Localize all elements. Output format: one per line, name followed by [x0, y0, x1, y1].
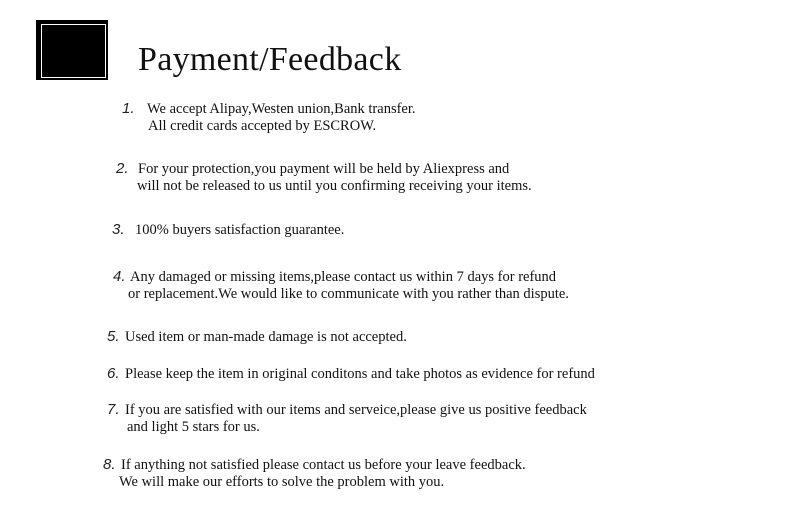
item-line: Used item or man-made damage is not accepted. [125, 329, 407, 345]
list-item-5 [107, 329, 407, 346]
item-line: 100% buyers satisfaction guarantee. [135, 222, 345, 238]
item-line: We accept Alipay,Westen union,Bank transfer. [147, 101, 416, 117]
item-number: 7. [107, 401, 120, 418]
list-item-2 [116, 161, 532, 195]
item-number: 5. [107, 328, 120, 345]
list-item-4 [113, 269, 569, 303]
item-number: 8. [103, 456, 116, 473]
page-title: Payment/Feedback [138, 41, 402, 78]
list-item-1 [122, 101, 416, 135]
item-line: will not be released to us until you confirming receiving your items. [137, 178, 532, 194]
item-number: 4. [113, 268, 126, 285]
item-line: If you are satisfied with our items and serveice,please give us positive feedback [125, 402, 587, 418]
item-number: 6. [107, 365, 120, 382]
item-line: We will make our efforts to solve the problem with you. [119, 474, 445, 490]
list-item-8 [103, 457, 526, 491]
item-line: and light 5 stars for us. [127, 419, 260, 435]
list-item-7 [107, 402, 587, 436]
item-line: If anything not satisfied please contact us before your leave feedback. [121, 457, 526, 473]
item-line: or replacement.We would like to communicate with you rather than dispute. [128, 286, 569, 302]
item-line: All credit cards accepted by ESCROW. [148, 118, 377, 134]
item-line: Please keep the item in original conditons and take photos as evidence for refund [125, 366, 595, 382]
item-number: 3. [112, 221, 125, 238]
item-number: 1. [122, 100, 135, 117]
item-number: 2. [116, 160, 129, 177]
list-item-3 [112, 222, 344, 239]
list-item-6 [107, 366, 595, 383]
item-line: For your protection,you payment will be held by Aliexpress and [138, 161, 510, 177]
item-line: Any damaged or missing items,please contact us within 7 days for refund [130, 269, 557, 285]
logo [36, 20, 108, 80]
logo-inner-frame [41, 24, 106, 78]
